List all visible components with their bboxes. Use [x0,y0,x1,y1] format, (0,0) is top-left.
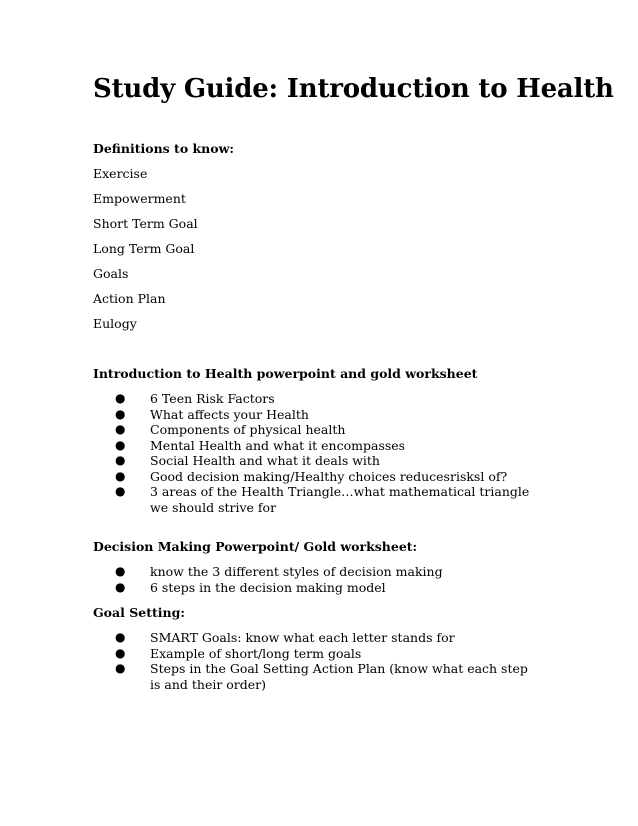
list-item: ● Steps in the Goal Setting Action Plan (know what each step is and their order) [115,661,528,692]
list-item: ● SMART Goals: know what each letter stands for [115,630,455,645]
bullet-icon: ● [115,579,126,594]
page-title: Study Guide: Introduction to Health [93,74,614,104]
list-item: ● Components of physical health [115,422,346,437]
section-heading-intro: Introduction to Health powerpoint and gold worksheet [93,366,478,381]
bullet-icon: ● [115,661,126,675]
definition-term: Exercise [93,166,148,181]
definition-term: Empowerment [93,191,186,206]
bullet-icon: ● [115,564,126,578]
definitions-heading: Definitions to know: [93,141,234,156]
list-item: ● 6 Teen Risk Factors [115,391,275,406]
list-item: ● know the 3 different styles of decision making [115,564,443,579]
bullet-icon: ● [115,453,126,467]
goal-setting-bullet-list [0,630,638,692]
bullet-icon: ● [115,484,126,498]
section-heading-decision: Decision Making Powerpoint/ Gold worksheet: [93,539,418,554]
list-item: ● 3 areas of the Health Triangle…what mathematical triangle we should strive for [115,484,530,515]
list-item: ● Social Health and what it deals with [115,453,380,468]
definition-term: Goals [93,266,129,281]
definition-term: Long Term Goal [93,241,195,256]
bullet-icon: ● [115,437,126,452]
section-heading-goal-setting: Goal Setting: [93,605,185,620]
definition-term: Eulogy [93,316,137,331]
bullet-icon: ● [115,391,126,405]
bullet-icon: ● [115,468,126,483]
bullet-icon: ● [115,645,126,660]
list-item: ● What affects your Health [115,406,309,422]
bullet-icon: ● [115,422,126,436]
list-item: ● Example of short/long term goals [115,645,362,661]
list-item: ● 6 steps in the decision making model [115,579,386,595]
list-item: ● Mental Health and what it encompasses [115,437,406,453]
bullet-icon: ● [115,630,126,644]
decision-bullet-list [0,564,638,595]
intro-bullet-list [0,391,638,515]
definition-term: Action Plan [93,291,166,306]
bullet-icon: ● [115,406,126,421]
list-item: ● Good decision making/Healthy choices reducesrisksl of? [115,468,508,484]
definition-term: Short Term Goal [93,216,198,231]
